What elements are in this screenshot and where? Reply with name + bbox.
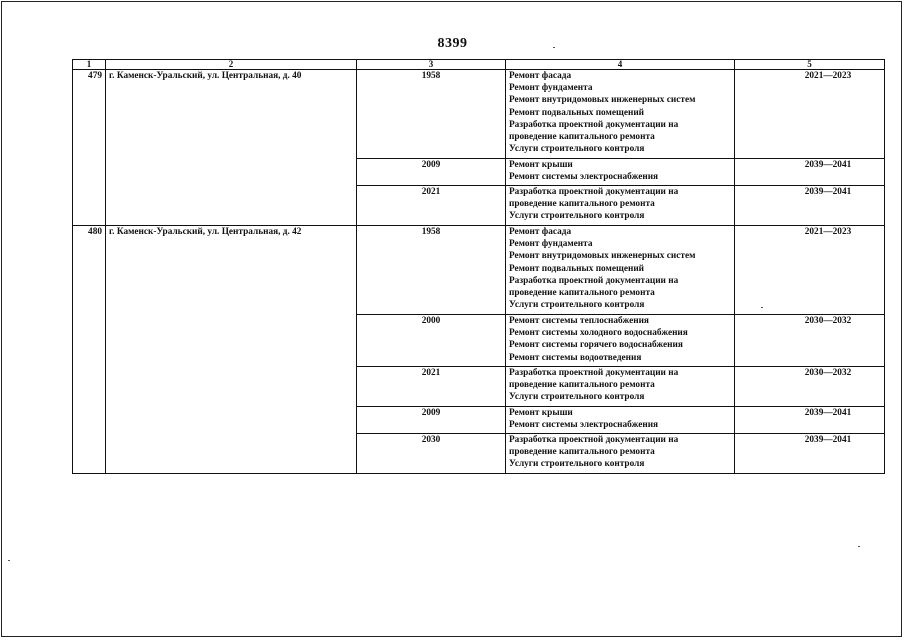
entry-works	[506, 226, 735, 315]
work-item: Услуги строительного контроля	[509, 300, 645, 311]
work-item: Ремонт крыши	[509, 408, 573, 418]
work-item: Ремонт фасада	[509, 227, 572, 237]
entry-period: 2039—2041	[735, 159, 885, 186]
column-header-3: 3	[357, 60, 506, 70]
entry-year: 1958	[357, 70, 506, 159]
scan-speck	[761, 307, 763, 308]
column-header-4: 4	[506, 60, 735, 70]
page-number: 8399	[437, 36, 468, 51]
work-item: Услуги строительного контроля	[509, 392, 645, 403]
work-item: проведение капитального ремонта	[509, 132, 655, 143]
repair-schedule-table	[72, 59, 885, 474]
entry-year: 1958	[357, 226, 506, 315]
scan-speck	[8, 560, 10, 561]
entry-works	[506, 407, 735, 434]
work-item: Ремонт фундамента	[509, 239, 593, 250]
work-item: проведение капитального ремонта	[509, 288, 655, 299]
column-header-2: 2	[106, 60, 357, 70]
work-item: Услуги строительного контроля	[509, 144, 645, 155]
work-item: Разработка проектной документации на	[509, 435, 679, 445]
work-item: Услуги строительного контроля	[509, 459, 645, 470]
record-number: 480	[73, 226, 106, 474]
entry-year: 2030	[357, 434, 506, 474]
entry-period: 2030—2032	[735, 367, 885, 407]
entry-period: 2021—2023	[735, 226, 885, 315]
entry-works	[506, 159, 735, 186]
entry-period: 2030—2032	[735, 315, 885, 367]
record-address: г. Каменск-Уральский, ул. Центральная, д. 42	[106, 226, 357, 474]
work-item: Разработка проектной документации на	[509, 275, 679, 286]
table-row	[73, 70, 885, 159]
work-item: Ремонт системы электроснабжения	[509, 420, 659, 431]
table-header-row	[73, 60, 885, 70]
work-item: Ремонт системы холодного водоснабжения	[509, 328, 688, 339]
work-item: проведение капитального ремонта	[509, 199, 655, 210]
table-row	[73, 226, 885, 315]
work-item: проведение капитального ремонта	[509, 380, 655, 391]
work-item: Разработка проектной документации на	[509, 119, 679, 130]
entry-works	[506, 434, 735, 474]
work-item: Ремонт внутридомовых инженерных систем	[509, 251, 696, 262]
record-number: 479	[73, 70, 106, 226]
entry-works	[506, 70, 735, 159]
work-item: Ремонт системы электроснабжения	[509, 172, 659, 183]
work-item: проведение капитального ремонта	[509, 447, 655, 458]
column-header-5: 5	[735, 60, 885, 70]
entry-period: 2021—2023	[735, 70, 885, 159]
entry-year: 2009	[357, 407, 506, 434]
work-item: Ремонт системы водоотведения	[509, 352, 642, 363]
work-item: Ремонт системы теплоснабжения	[509, 316, 649, 326]
work-item: Разработка проектной документации на	[509, 368, 679, 378]
entry-year: 2000	[357, 315, 506, 367]
entry-works	[506, 367, 735, 407]
scan-speck	[553, 47, 555, 48]
entry-works	[506, 315, 735, 367]
record-address: г. Каменск-Уральский, ул. Центральная, д. 40	[106, 70, 357, 226]
work-item: Ремонт фасада	[509, 71, 572, 81]
entry-works	[506, 186, 735, 226]
work-item: Разработка проектной документации на	[509, 187, 679, 197]
work-item: Ремонт системы горячего водоснабжения	[509, 340, 683, 351]
entry-year: 2021	[357, 186, 506, 226]
work-item: Услуги строительного контроля	[509, 211, 645, 222]
work-item: Ремонт внутридомовых инженерных систем	[509, 95, 696, 106]
entry-period: 2039—2041	[735, 186, 885, 226]
scan-speck	[858, 546, 860, 547]
column-header-1: 1	[73, 60, 106, 70]
work-item: Ремонт подвальных помещений	[509, 107, 645, 118]
work-item: Ремонт фундамента	[509, 83, 593, 94]
entry-period: 2039—2041	[735, 407, 885, 434]
entry-year: 2009	[357, 159, 506, 186]
table-body	[73, 70, 885, 474]
work-item: Ремонт подвальных помещений	[509, 263, 645, 274]
work-item: Ремонт крыши	[509, 160, 573, 170]
entry-period: 2039—2041	[735, 434, 885, 474]
entry-year: 2021	[357, 367, 506, 407]
